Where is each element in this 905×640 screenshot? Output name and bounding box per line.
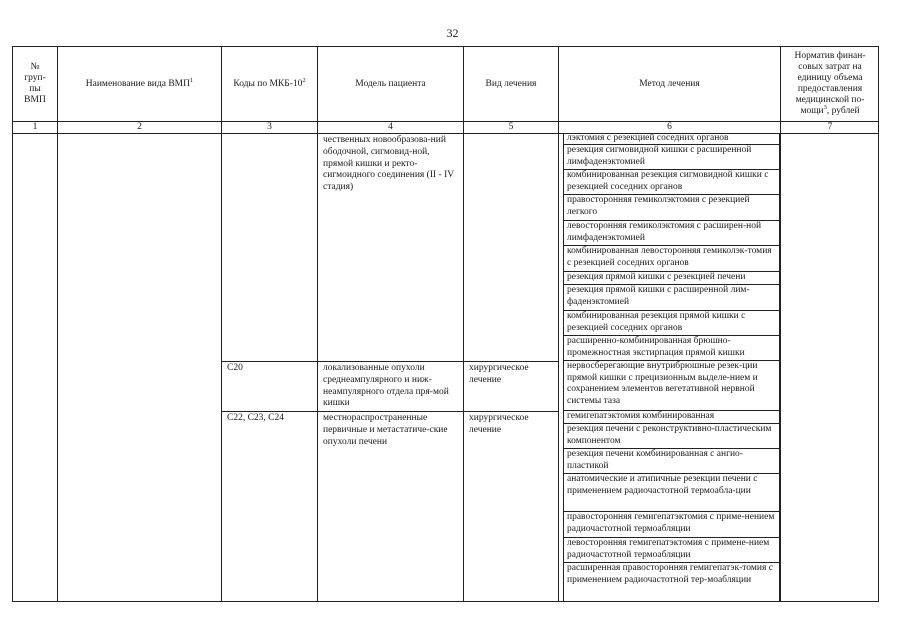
method-cell: гемигепатэктомия комбинированная: [563, 411, 780, 424]
method-cell: комбинированная резекция прямой кишки с резекцией соседних органов: [563, 311, 780, 336]
treatment-type-cell: хирургическое лечение: [469, 413, 529, 435]
method-cell: резекция прямой кишки с резекцией печени: [563, 272, 780, 285]
patient-model-cell: местнораспространенные первичные и метастатиче-ские опухоли печени: [323, 413, 448, 447]
method-cell: резекция прямой кишки с расширенной лим-фаденэктомией: [563, 285, 780, 311]
icd-codes-cell: С22, С23, С24: [227, 413, 285, 423]
method-cell: комбинированная резекция сигмовидной кишки с резекцией соседних органов: [563, 170, 780, 195]
patient-model-cell: локализованные опухоли среднеампулярного и ниж-неампулярного отдела пря-мой кишки: [323, 363, 449, 409]
header-cost-standard: Норматив финан-совых затрат на единицу объема предоставления медицинской по-мощи$^3$, рублей: [794, 51, 866, 116]
method-cell: расширенно-комбинированная брюшно-промежностная экстирпация прямой кишки: [563, 336, 780, 361]
method-cell: комбинированная левосторонняя гемиколэк-томия с резекцией соседних органов: [563, 246, 780, 272]
method-cell: правосторонняя гемигепатэктомия с приме-нением радиочастотной термоабляции: [563, 512, 780, 538]
method-cell: расширенная правосторонняя гемигепатэк-томия с применением радиочастотной тер-моабляции: [563, 563, 780, 602]
column-number: 1: [32, 122, 38, 132]
method-cell: левосторонняя гемиколэктомия с расширен-ной лимфаденэктомией: [563, 221, 780, 246]
header-icd-codes: Коды по МКБ-$10^2$: [233, 76, 306, 89]
column-number: 4: [388, 122, 393, 132]
column-number: 5: [508, 122, 514, 132]
header-treatment-type: Вид лечения: [485, 78, 537, 89]
method-cell: лэктомия с резекцией соседних органов: [563, 133, 780, 145]
method-cell: резекция печени с реконструктивно-пластическим компонентом: [563, 424, 780, 449]
column-number: 7: [827, 122, 833, 132]
page-number: 32: [446, 26, 459, 40]
column-number: 3: [267, 122, 272, 132]
method-cell: правосторонняя гемиколэктомия с резекцией легкого: [563, 195, 780, 221]
header-vmp-name: Наименование вида ВМП$^1$: [85, 76, 194, 89]
header-group-number: № груп-пы ВМП: [24, 62, 46, 105]
method-cell: левосторонняя гемигепатэктомия с примене-нием радиочастотной термоабляции: [563, 538, 780, 563]
column-number: 2: [137, 122, 142, 132]
method-cell: резекция печени комбинированная с ангио-пластикой: [563, 449, 780, 474]
column-number: 6: [667, 122, 672, 132]
method-cell: нервосберегающие внутрибрюшные резек-ции прямой кишки с прецизионным выделе-нием и сохранением элементов вегетативной нервной системы таза: [563, 361, 780, 411]
icd-codes-cell: С20: [227, 363, 243, 373]
header-treatment-method: Метод лечения: [639, 78, 700, 89]
patient-model-cell: чественных новообразова-ний ободочной, сигмовид-ной, прямой кишки и ректо-сигмоидного соединения (II - IV стадия): [323, 135, 454, 193]
treatment-type-cell: хирургическое лечение: [469, 363, 529, 385]
header-patient-model: Модель пациента: [355, 78, 426, 89]
method-cell: анатомические и атипичные резекции печени с применением радиочастотной термоабла-ции: [563, 474, 780, 512]
method-cell: резекция сигмовидной кишки с расширенной лимфаденэктомией: [563, 145, 780, 170]
